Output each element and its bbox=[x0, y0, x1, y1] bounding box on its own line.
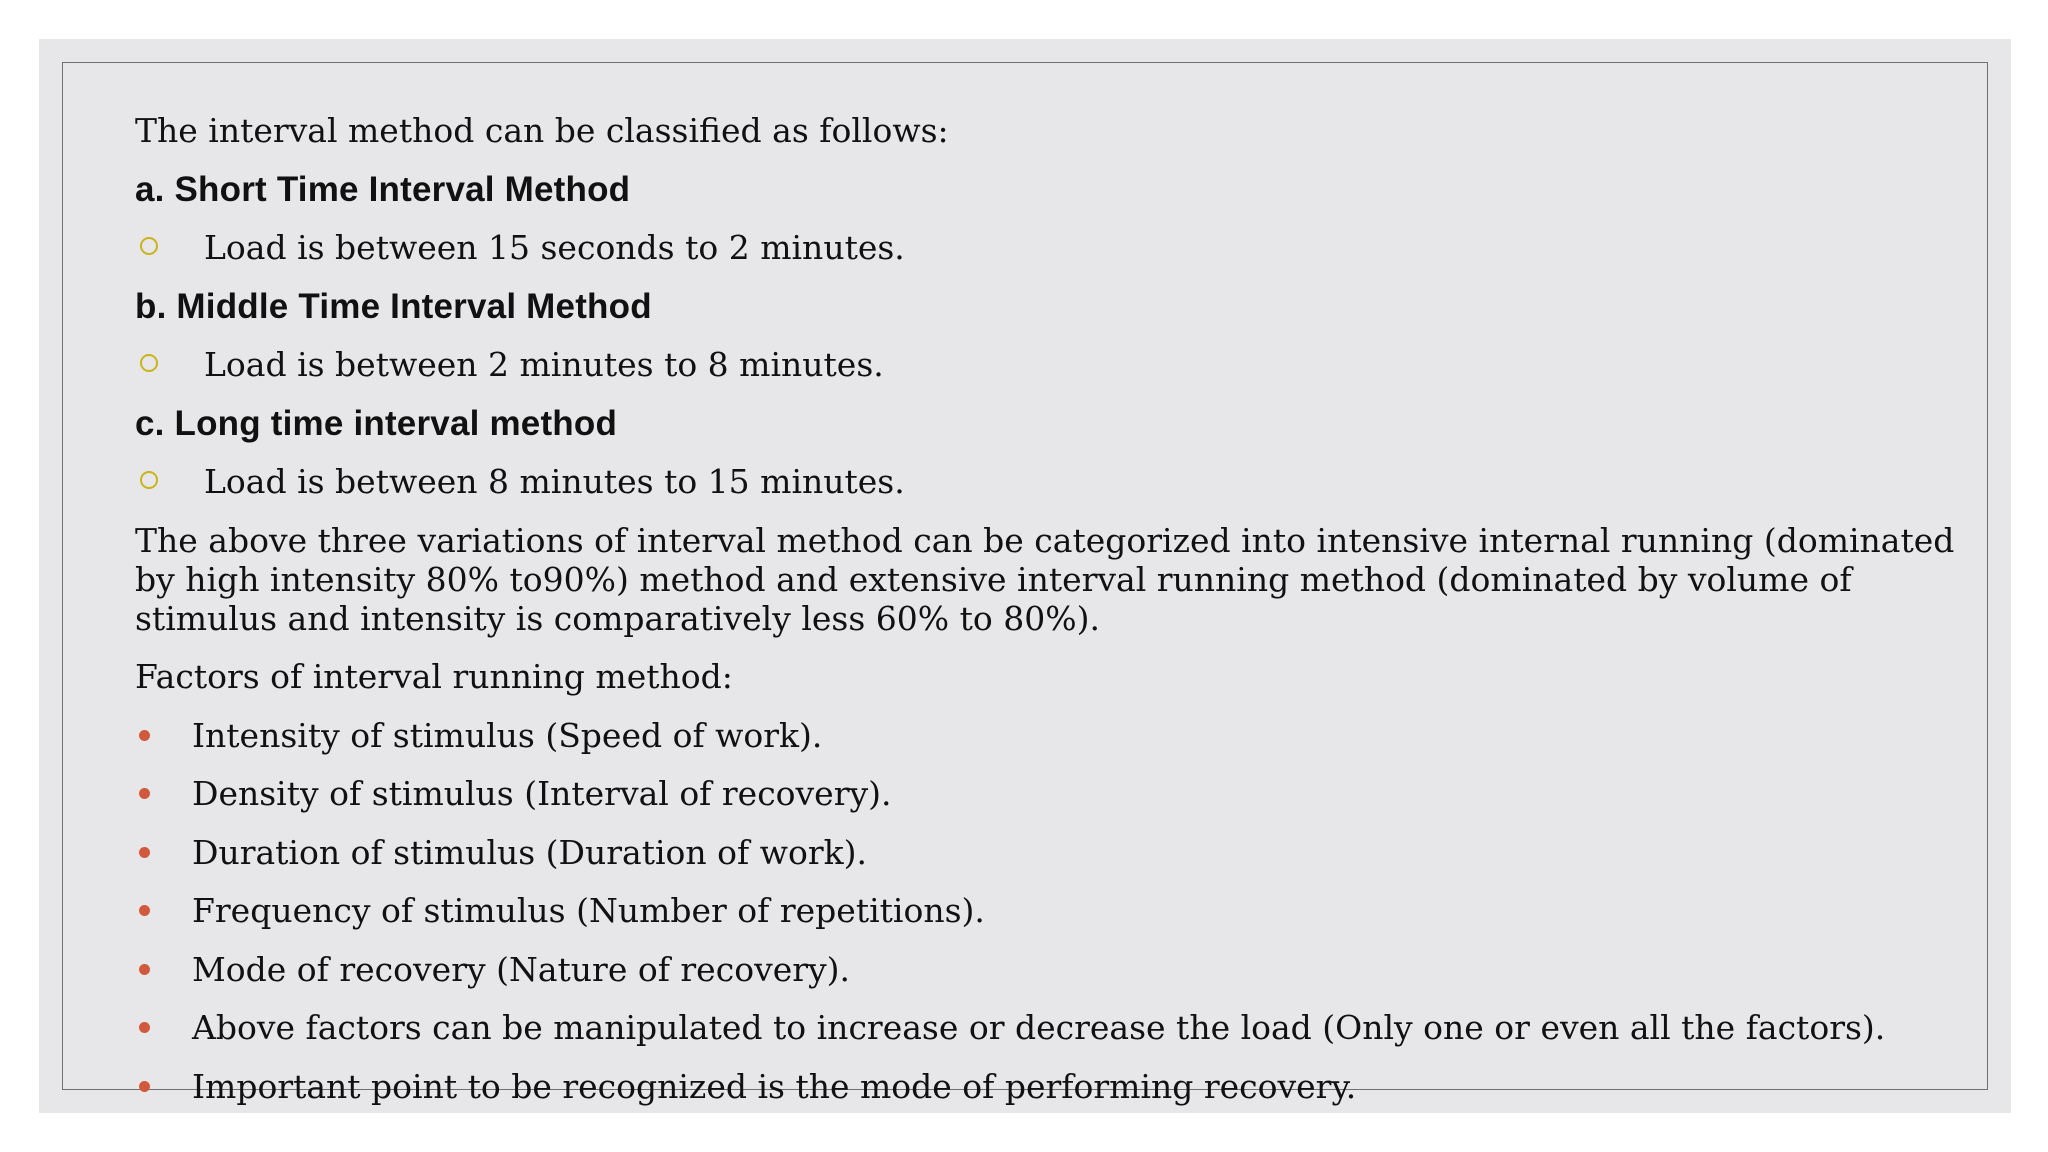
dot-bullet-icon bbox=[139, 847, 150, 858]
factor-text: Intensity of stimulus (Speed of work). bbox=[192, 715, 823, 755]
dot-bullet-icon bbox=[139, 1022, 150, 1033]
ring-bullet-icon bbox=[140, 471, 158, 489]
factor-text: Density of stimulus (Interval of recovery). bbox=[192, 774, 892, 813]
ring-bullet-icon bbox=[140, 354, 158, 372]
method-detail-middle bbox=[135, 345, 2005, 384]
factor-text: Frequency of stimulus (Number of repetitions). bbox=[192, 891, 985, 930]
slide bbox=[39, 39, 2011, 1113]
factor-item bbox=[135, 1008, 2005, 1047]
factor-text: Duration of stimulus (Duration of work). bbox=[192, 832, 867, 872]
dot-bullet-icon bbox=[139, 905, 150, 916]
factor-item bbox=[135, 950, 2005, 989]
factor-text: Mode of recovery (Nature of recovery). bbox=[192, 949, 851, 989]
method-detail-text: Load is between 8 minutes to 15 minutes. bbox=[204, 462, 905, 501]
ring-bullet-icon bbox=[140, 237, 158, 255]
dot-bullet-icon bbox=[139, 964, 150, 975]
method-heading-middle: b. Middle Time Interval Method bbox=[135, 286, 652, 326]
method-detail-long bbox=[135, 462, 2005, 501]
dot-bullet-icon bbox=[139, 1081, 150, 1092]
method-detail-short bbox=[135, 228, 2005, 267]
summary-paragraph: The above three variations of interval method can be categorized into intensive internal running (dominated by high intensity 80% to90%) method and extensive interval running method (dominated by volume of stimulus and intensity is comparatively less 60% to 80%). bbox=[135, 520, 1955, 638]
slide-content bbox=[135, 111, 2005, 1125]
factor-item bbox=[135, 716, 2005, 755]
method-detail-text: Load is between 2 minutes to 8 minutes. bbox=[204, 345, 884, 384]
factor-text: Above factors can be manipulated to increase or decrease the load (Only one or even all the factors). bbox=[192, 1008, 1886, 1047]
factor-item bbox=[135, 1067, 2005, 1106]
method-detail-text: Load is between 15 seconds to 2 minutes. bbox=[204, 228, 905, 267]
intro-text: The interval method can be classified as follows: bbox=[135, 111, 949, 150]
method-heading-long: c. Long time interval method bbox=[135, 403, 618, 443]
factor-text: Important point to be recognized is the mode of performing recovery. bbox=[192, 1066, 1357, 1106]
method-heading-short: a. Short Time Interval Method bbox=[135, 169, 631, 209]
factor-item bbox=[135, 833, 2005, 872]
factors-title: Factors of interval running method: bbox=[135, 657, 733, 696]
dot-bullet-icon bbox=[139, 730, 150, 741]
factor-item bbox=[135, 774, 2005, 813]
factor-item bbox=[135, 891, 2005, 930]
dot-bullet-icon bbox=[139, 788, 150, 799]
